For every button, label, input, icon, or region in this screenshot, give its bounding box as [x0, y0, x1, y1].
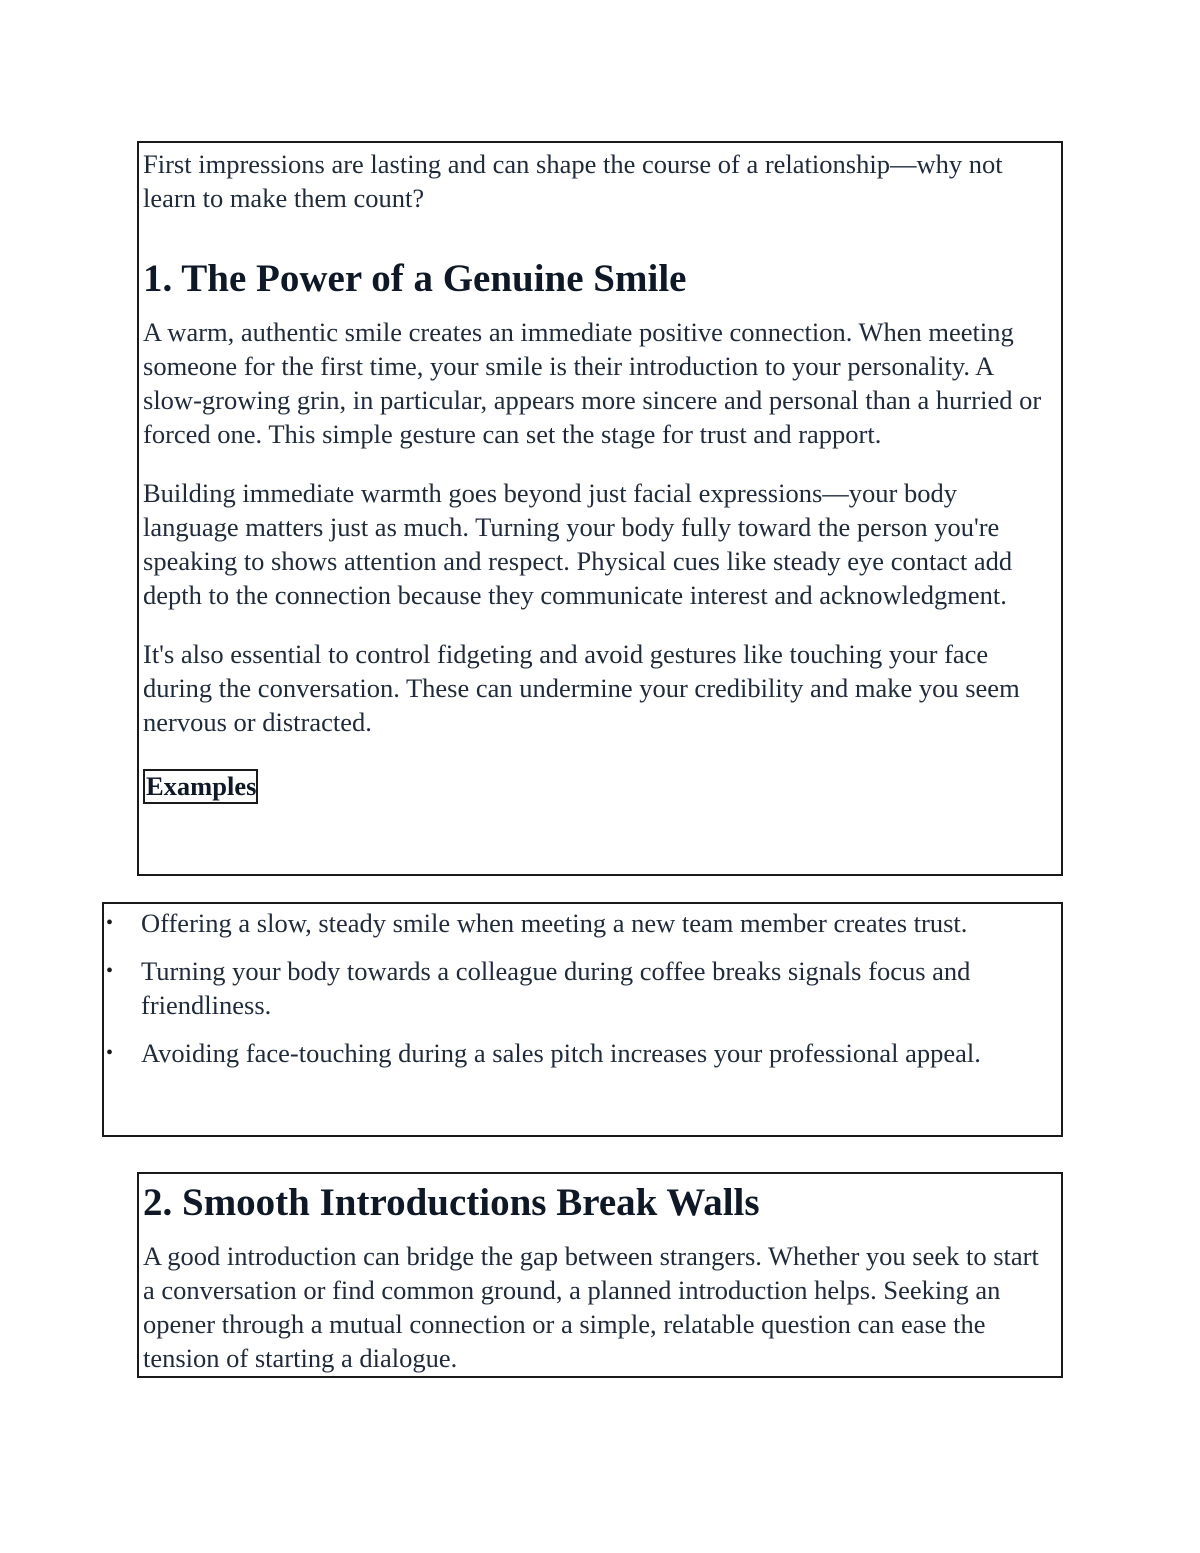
section-1-box: [137, 141, 1063, 876]
bullet-icon: •: [106, 912, 114, 934]
list-item: [104, 1036, 1053, 1070]
section-1-paragraph-2: Building immediate warmth goes beyond just facial expressions—your body language matters just as much. Turning your body fully toward the person you're speaking to shows attention and respect. Physical cues like steady eye contact add depth to the connection because they communicate interest and acknowledgment.: [143, 478, 1013, 610]
example-text-1: Offering a slow, steady smile when meeting a new team member creates trust.: [141, 908, 968, 938]
section-2-box: [137, 1172, 1063, 1378]
intro-paragraph: First impressions are lasting and can shape the course of a relationship—why not learn to make them count?: [143, 149, 1003, 213]
list-item: [104, 906, 1053, 940]
bullet-icon: •: [106, 1042, 114, 1064]
examples-list-box: [102, 902, 1063, 1137]
example-text-2: Turning your body towards a colleague during coffee breaks signals focus and friendliness.: [141, 956, 971, 1020]
examples-list: [104, 904, 1053, 1070]
example-text-3: Avoiding face-touching during a sales pitch increases your professional appeal.: [141, 1038, 981, 1068]
section-2-paragraph-1: A good introduction can bridge the gap between strangers. Whether you seek to start a conversation or find common ground, a planned introduction helps. Seeking an opener through a mutual connection or a simple, relatable question can ease the tension of starting a dialogue.: [143, 1241, 1039, 1373]
bullet-icon: •: [106, 960, 114, 982]
section-1-paragraph-1: A warm, authentic smile creates an immediate positive connection. When meeting someone for the first time, your smile is their introduction to your personality. A slow-growing grin, in particular, appears more sincere and personal than a hurried or forced one. This simple gesture can set the stage for trust and rapport.: [143, 317, 1042, 449]
section-1-heading: 1. The Power of a Genuine Smile: [143, 257, 687, 300]
list-item: [104, 954, 1053, 1022]
section-1-paragraph-3: It's also essential to control fidgeting and avoid gestures like touching your face during the conversation. These can undermine your credibility and make you seem nervous or distracted.: [143, 639, 1020, 737]
examples-label: Examples: [143, 769, 258, 804]
section-2-heading: 2. Smooth Introductions Break Walls: [143, 1181, 760, 1224]
